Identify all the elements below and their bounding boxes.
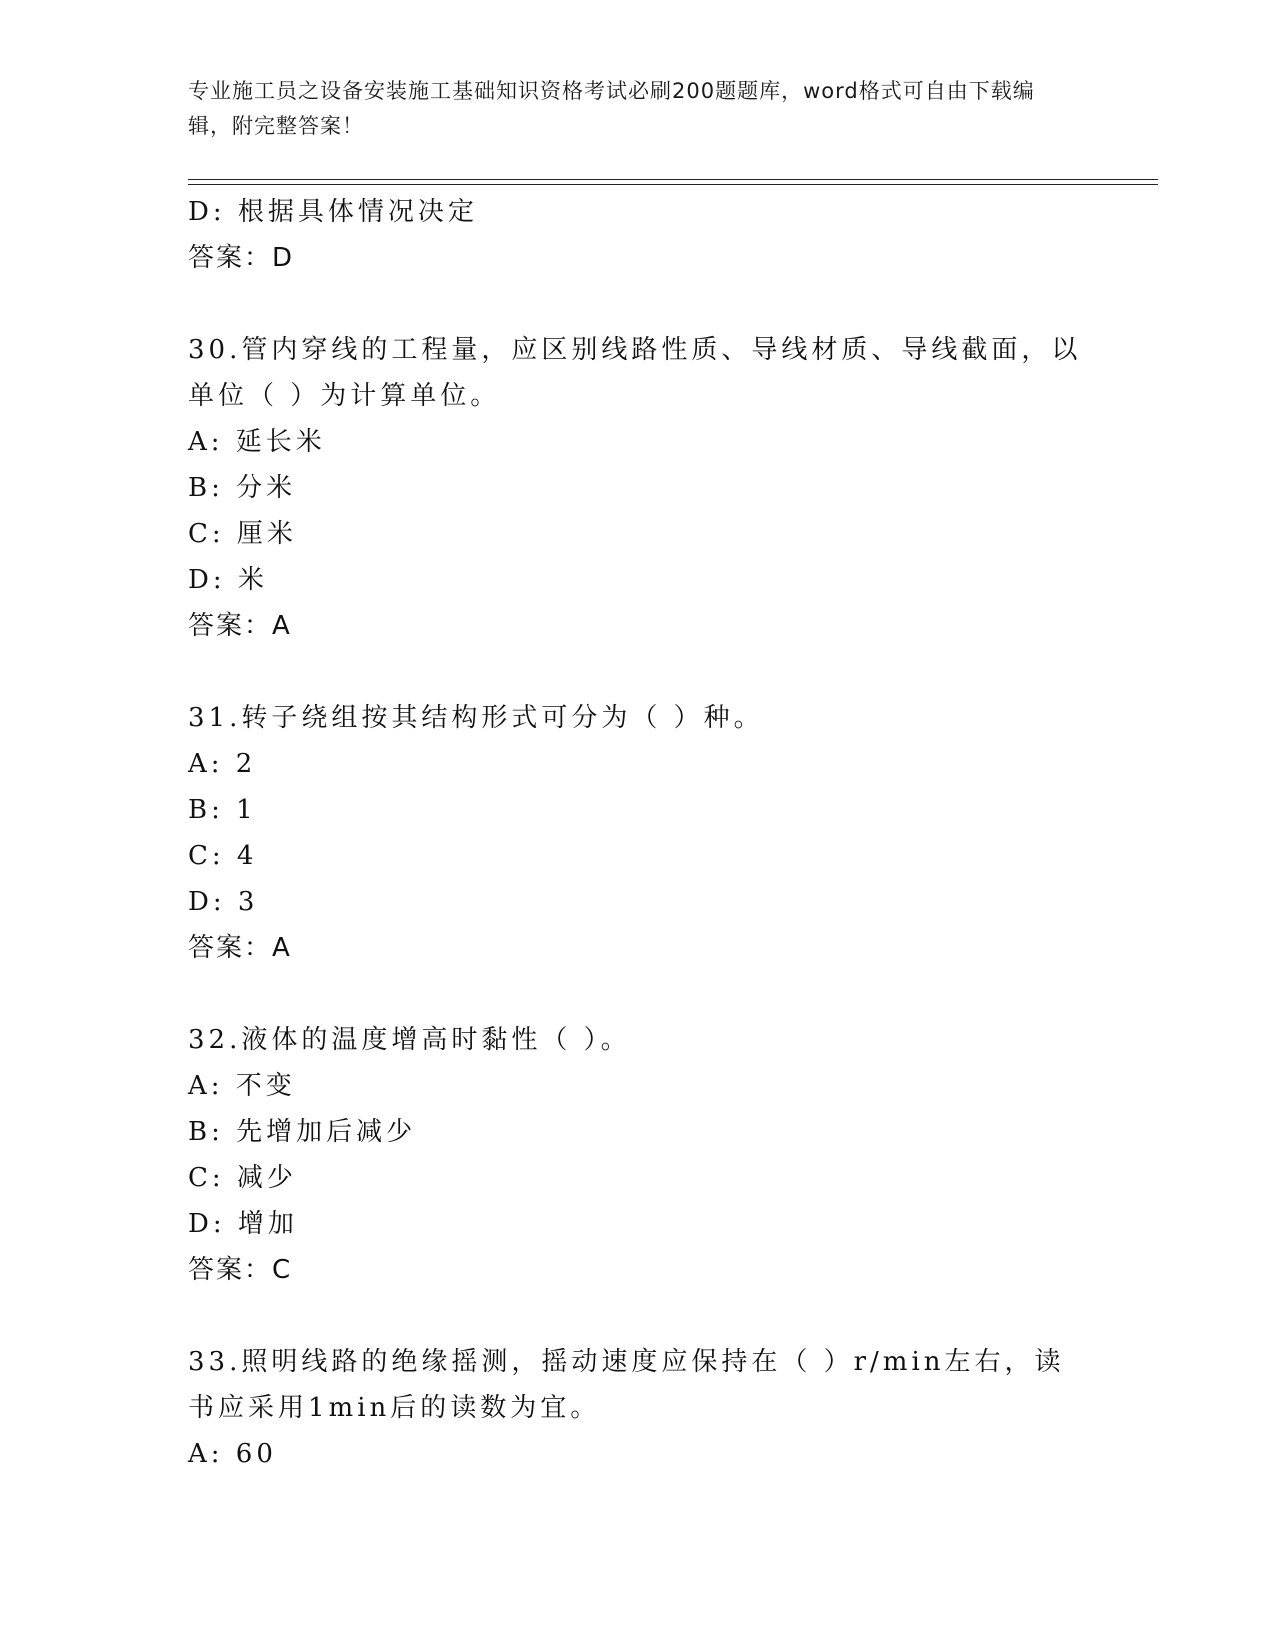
spacer [188,281,1088,327]
header-divider-top [188,179,1158,180]
option-text: A: 延长米 [188,427,326,457]
header-divider-bottom [188,184,1158,185]
option-text: B: 1 [188,795,257,825]
option-text: D: 增加 [188,1209,298,1239]
answer-text: 答案：C [188,1255,293,1285]
spacer [188,1293,1088,1339]
answer-text: 答案：D [188,243,295,273]
answer-text: 答案：A [188,611,292,641]
question-block [188,1017,1088,1293]
option-text: D: 米 [188,565,268,595]
option-text: C: 4 [188,841,258,871]
question-block [188,695,1088,971]
question-text: 33.照明线路的绝缘摇测，摇动速度应保持在（ ）r/min左右，读书应采用1min后的读数为宜。 [188,1347,1065,1423]
question-text: 30.管内穿线的工程量，应区别线路性质、导线材质、导线截面，以单位（ ）为计算单位。 [188,335,1082,411]
option-text: A: 60 [188,1439,277,1469]
question-content [188,189,1088,1477]
answer-text: 答案：A [188,933,292,963]
question-text: 31.转子绕组按其结构形式可分为（ ）种。 [188,703,764,733]
option-text: B: 分米 [188,473,297,503]
spacer [188,971,1088,1017]
spacer [188,649,1088,695]
document-header: 专业施工员之设备安装施工基础知识资格考试必刷200题题库，word格式可自由下载编辑，附完整答案！ [188,79,1035,138]
option-text: C: 厘米 [188,519,297,549]
question-text: 32.液体的温度增高时黏性（ ）。 [188,1025,631,1055]
question-block [188,1339,1088,1477]
option-text: C: 减少 [188,1163,297,1193]
option-text: A: 不变 [188,1071,296,1101]
option-text: A: 2 [188,749,257,779]
option-text: B: 先增加后减少 [188,1117,417,1147]
question-block [188,327,1088,649]
option-text: D: 根据具体情况决定 [188,197,478,227]
option-text: D: 3 [188,887,259,917]
